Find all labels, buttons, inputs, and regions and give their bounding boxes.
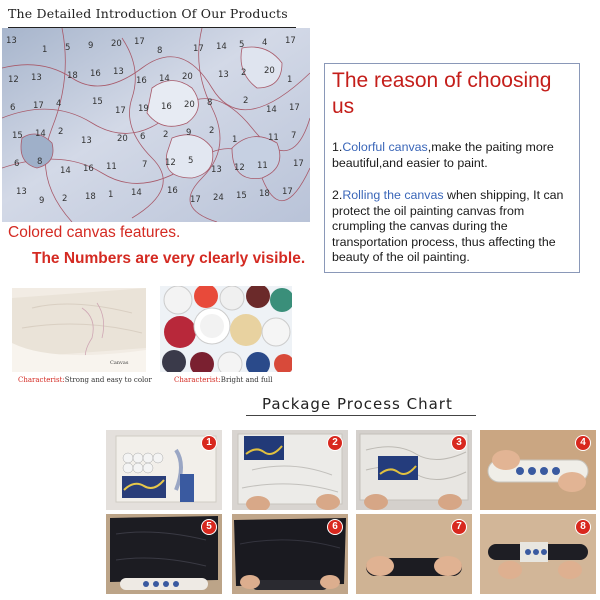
step-6-badge: 6 — [327, 519, 343, 535]
package-step-5 — [106, 514, 222, 594]
package-step-6 — [232, 514, 348, 594]
canvas-number: 13 — [81, 136, 92, 146]
canvas-number: 17 — [190, 195, 201, 205]
package-title-underline — [246, 415, 476, 416]
canvas-number: 11 — [106, 162, 117, 172]
canvas-number: 20 — [182, 72, 193, 82]
reason-point-1 — [332, 140, 578, 171]
canvas-material-photo — [12, 288, 146, 372]
step-3-badge: 3 — [451, 435, 467, 451]
canvas-number: 13 — [16, 187, 27, 197]
paint-caption-label: Characterist: — [174, 376, 221, 384]
canvas-number: 13 — [113, 67, 124, 77]
canvas-number: 17 — [285, 36, 296, 46]
canvas-number: 16 — [161, 102, 172, 112]
canvas-number: 5 — [239, 40, 245, 50]
reason-point-2 — [332, 188, 578, 266]
canvas-number: 8 — [37, 157, 43, 167]
package-step-4 — [480, 430, 596, 510]
canvas-number: 6 — [10, 103, 16, 113]
paint-pots-photo — [160, 286, 292, 372]
canvas-number: 7 — [291, 131, 297, 141]
canvas-number: 4 — [262, 38, 268, 48]
canvas-number: 20 — [111, 39, 122, 49]
canvas-number: 14 — [60, 166, 71, 176]
step-4-badge: 4 — [575, 435, 591, 451]
canvas-number: 2 — [209, 126, 215, 136]
canvas-number: 17 — [282, 187, 293, 197]
paint-caption — [174, 376, 273, 384]
canvas-number: 1 — [232, 135, 238, 145]
canvas-number: 12 — [8, 75, 19, 85]
package-step-8 — [480, 514, 596, 594]
canvas-tag: Canvas — [110, 360, 129, 366]
canvas-number: 2 — [243, 96, 249, 106]
canvas-number: 9 — [39, 196, 45, 206]
canvas-number: 18 — [85, 192, 96, 202]
canvas-number: 1 — [108, 190, 114, 200]
step-7-badge: 7 — [451, 519, 467, 535]
reason-point-2-highlight: Rolling the canvas — [342, 188, 444, 202]
canvas-number: 2 — [241, 68, 247, 78]
canvas-number: 8 — [157, 46, 163, 56]
canvas-number: 14 — [266, 105, 277, 115]
canvas-number: 5 — [65, 43, 71, 53]
canvas-number: 12 — [234, 163, 245, 173]
canvas-number: 1 — [42, 45, 48, 55]
canvas-caption-value: Strong and easy to color — [64, 376, 152, 384]
canvas-number: 13 — [211, 165, 222, 175]
canvas-number: 17 — [115, 106, 126, 116]
package-step-7 — [356, 514, 472, 594]
numbered-canvas-photo — [2, 28, 310, 222]
reason-point-2-text: when shipping, It can protect the oil painting canvas from crumpling the canvas during the transportation process, thus affecting the beauty of the oil painting. — [332, 188, 564, 264]
canvas-number: 14 — [216, 42, 227, 52]
canvas-number: 1 — [287, 75, 293, 85]
canvas-caption — [18, 376, 152, 384]
step-5-badge: 5 — [201, 519, 217, 535]
canvas-number: 16 — [167, 186, 178, 196]
canvas-number: 20 — [264, 66, 275, 76]
canvas-number: 24 — [213, 193, 224, 203]
canvas-number: 14 — [131, 188, 142, 198]
package-step-2 — [232, 430, 348, 510]
canvas-number: 11 — [257, 161, 268, 171]
canvas-note-numbers: The Numbers are very clearly visible. — [32, 250, 306, 267]
canvas-number: 14 — [35, 129, 46, 139]
package-step-1 — [106, 430, 222, 510]
reason-point-1-number: 1. — [332, 140, 343, 154]
step-1-badge: 1 — [201, 435, 217, 451]
canvas-number: 18 — [67, 71, 78, 81]
paint-caption-value: Bright and full — [220, 376, 273, 384]
canvas-number: 18 — [259, 189, 270, 199]
canvas-number: 11 — [268, 133, 279, 143]
canvas-number: 8 — [207, 98, 213, 108]
canvas-number: 13 — [31, 73, 42, 83]
canvas-number: 15 — [12, 131, 23, 141]
canvas-number: 17 — [134, 37, 145, 47]
reason-title: The reason of choosing us — [332, 69, 552, 118]
canvas-number: 7 — [142, 160, 148, 170]
canvas-number: 20 — [117, 134, 128, 144]
canvas-number: 17 — [193, 44, 204, 54]
canvas-number: 2 — [163, 130, 169, 140]
canvas-number: 16 — [83, 164, 94, 174]
canvas-number: 17 — [293, 159, 304, 169]
canvas-number: 14 — [159, 74, 170, 84]
reason-point-2-number: 2. — [332, 188, 343, 202]
canvas-note-features: Colored canvas features. — [8, 224, 181, 241]
canvas-number: 17 — [33, 101, 44, 111]
package-chart-title: Package Process Chart — [262, 395, 453, 413]
package-step-3 — [356, 430, 472, 510]
canvas-number: 15 — [236, 191, 247, 201]
canvas-number: 19 — [138, 104, 149, 114]
canvas-number: 9 — [88, 41, 94, 51]
canvas-number: 17 — [289, 103, 300, 113]
section-title: The Detailed Introduction Of Our Products — [8, 6, 288, 21]
canvas-number: 13 — [6, 36, 17, 46]
canvas-number: 2 — [62, 194, 68, 204]
canvas-number: 12 — [165, 158, 176, 168]
canvas-number: 6 — [14, 159, 20, 169]
reason-point-1-text: ,make the paiting more beautiful,and easier to paint. — [332, 140, 554, 170]
paint-pots-illustration — [160, 286, 292, 372]
canvas-number: 4 — [56, 99, 62, 109]
canvas-number: 2 — [58, 127, 64, 137]
canvas-number: 9 — [186, 128, 192, 138]
canvas-number: 16 — [90, 69, 101, 79]
canvas-caption-label: Characterist: — [18, 376, 65, 384]
step-8-badge: 8 — [575, 519, 591, 535]
canvas-number: 13 — [218, 70, 229, 80]
step-2-badge: 2 — [327, 435, 343, 451]
canvas-number: 16 — [136, 76, 147, 86]
canvas-number: 6 — [140, 132, 146, 142]
reason-point-1-highlight: Colorful canvas — [342, 140, 428, 154]
canvas-number: 5 — [188, 156, 194, 166]
canvas-illustration — [2, 28, 310, 222]
canvas-number: 20 — [184, 100, 195, 110]
canvas-number: 15 — [92, 97, 103, 107]
